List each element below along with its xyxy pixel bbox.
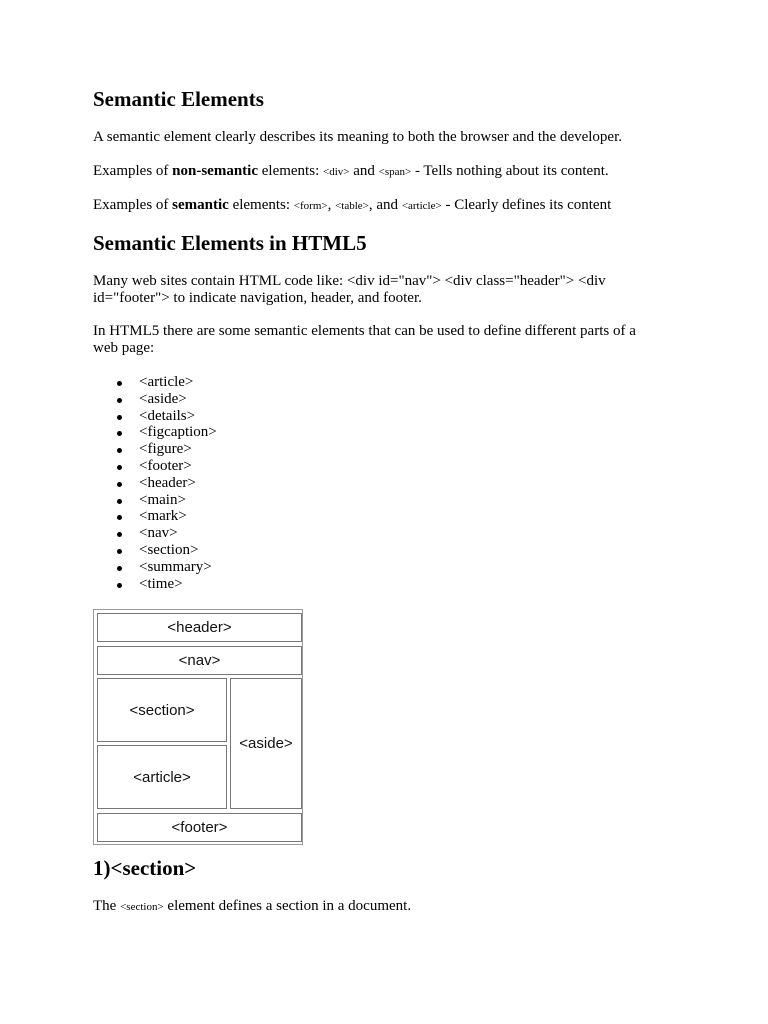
list-item [93, 542, 393, 559]
list-item-label: <details> [139, 407, 196, 424]
bullet-icon [117, 532, 122, 537]
text: - Clearly defines its content [441, 197, 612, 213]
diagram-header-box: <header> [97, 613, 302, 642]
list-item [93, 374, 393, 391]
list-item [93, 576, 393, 593]
diagram-footer-box: <footer> [97, 813, 302, 842]
list-item-label: <figcaption> [139, 424, 217, 441]
list-item [93, 391, 393, 408]
html5-paragraph: In HTML5 there are some semantic elements that can be used to define different parts of a web page: [93, 323, 636, 356]
list-item-label: <aside> [139, 390, 187, 407]
list-item-label: <footer> [139, 457, 192, 474]
list-item [93, 559, 393, 576]
semantic-paragraph [93, 197, 673, 215]
text: - Tells nothing about its content. [411, 163, 609, 179]
text: Examples of [93, 163, 173, 179]
diagram-nav-box: <nav> [97, 646, 302, 675]
bullet-icon [117, 566, 122, 571]
bullet-icon [117, 431, 122, 436]
web-sites-paragraph: Many web sites contain HTML code like: <div id="nav"> <div class="header"> <div id="footer"> to indicate navigation, header, and footer. [93, 273, 606, 306]
non-semantic-paragraph [93, 163, 673, 181]
list-item [93, 458, 393, 475]
bullet-icon [117, 515, 122, 520]
bullet-icon [117, 499, 122, 504]
intro-paragraph: A semantic element clearly describes its meaning to both the browser and the developer. [93, 129, 622, 145]
text: , [327, 197, 336, 213]
list-item [93, 441, 393, 458]
text: element defines a section in a document. [163, 898, 412, 914]
bullet-icon [117, 448, 122, 453]
list-item [93, 475, 393, 492]
list-item [93, 408, 393, 425]
text: elements: [228, 197, 294, 213]
diagram-article-box: <article> [97, 745, 227, 809]
list-item-label: <nav> [139, 525, 178, 542]
bullet-icon [117, 465, 122, 470]
page-title: Semantic Elements [93, 87, 264, 111]
bullet-icon [117, 549, 122, 554]
bold-term: semantic [172, 197, 229, 213]
list-item-label: <header> [139, 474, 196, 491]
diagram-aside-box: <aside> [230, 678, 302, 809]
list-item-label: <time> [139, 575, 183, 592]
list-item-label: <main> [139, 491, 186, 508]
section-element-heading: 1)<section> [93, 856, 197, 880]
list-item [93, 525, 393, 542]
inline-code: <form> [293, 200, 328, 212]
inline-code: <div> [322, 166, 350, 178]
text: and [349, 163, 379, 179]
list-item [93, 492, 393, 509]
diagram-section-box: <section> [97, 678, 227, 742]
bullet-icon [117, 415, 122, 420]
list-item [93, 508, 393, 525]
inline-code: <span> [378, 166, 412, 178]
layout-diagram [93, 609, 303, 845]
text: The [93, 898, 121, 914]
bullet-icon [117, 381, 122, 386]
text: elements: [258, 163, 323, 179]
inline-code: <table> [335, 200, 369, 212]
inline-code: <section> [120, 901, 164, 913]
list-item-label: <figure> [139, 441, 192, 458]
text: , and [368, 197, 402, 213]
bullet-icon [117, 482, 122, 487]
bullet-icon [117, 398, 122, 403]
list-item-label: <section> [139, 541, 199, 558]
semantic-elements-list [93, 374, 393, 592]
bold-term: non-semantic [172, 163, 258, 179]
section-definition-paragraph [93, 898, 673, 916]
list-item-label: <article> [139, 374, 194, 390]
text: Examples of [93, 197, 173, 213]
list-item-label: <mark> [139, 508, 187, 525]
inline-code: <article> [401, 200, 442, 212]
bullet-icon [117, 583, 122, 588]
list-item [93, 424, 393, 441]
list-item-label: <summary> [139, 558, 212, 575]
section-heading: Semantic Elements in HTML5 [93, 231, 367, 255]
